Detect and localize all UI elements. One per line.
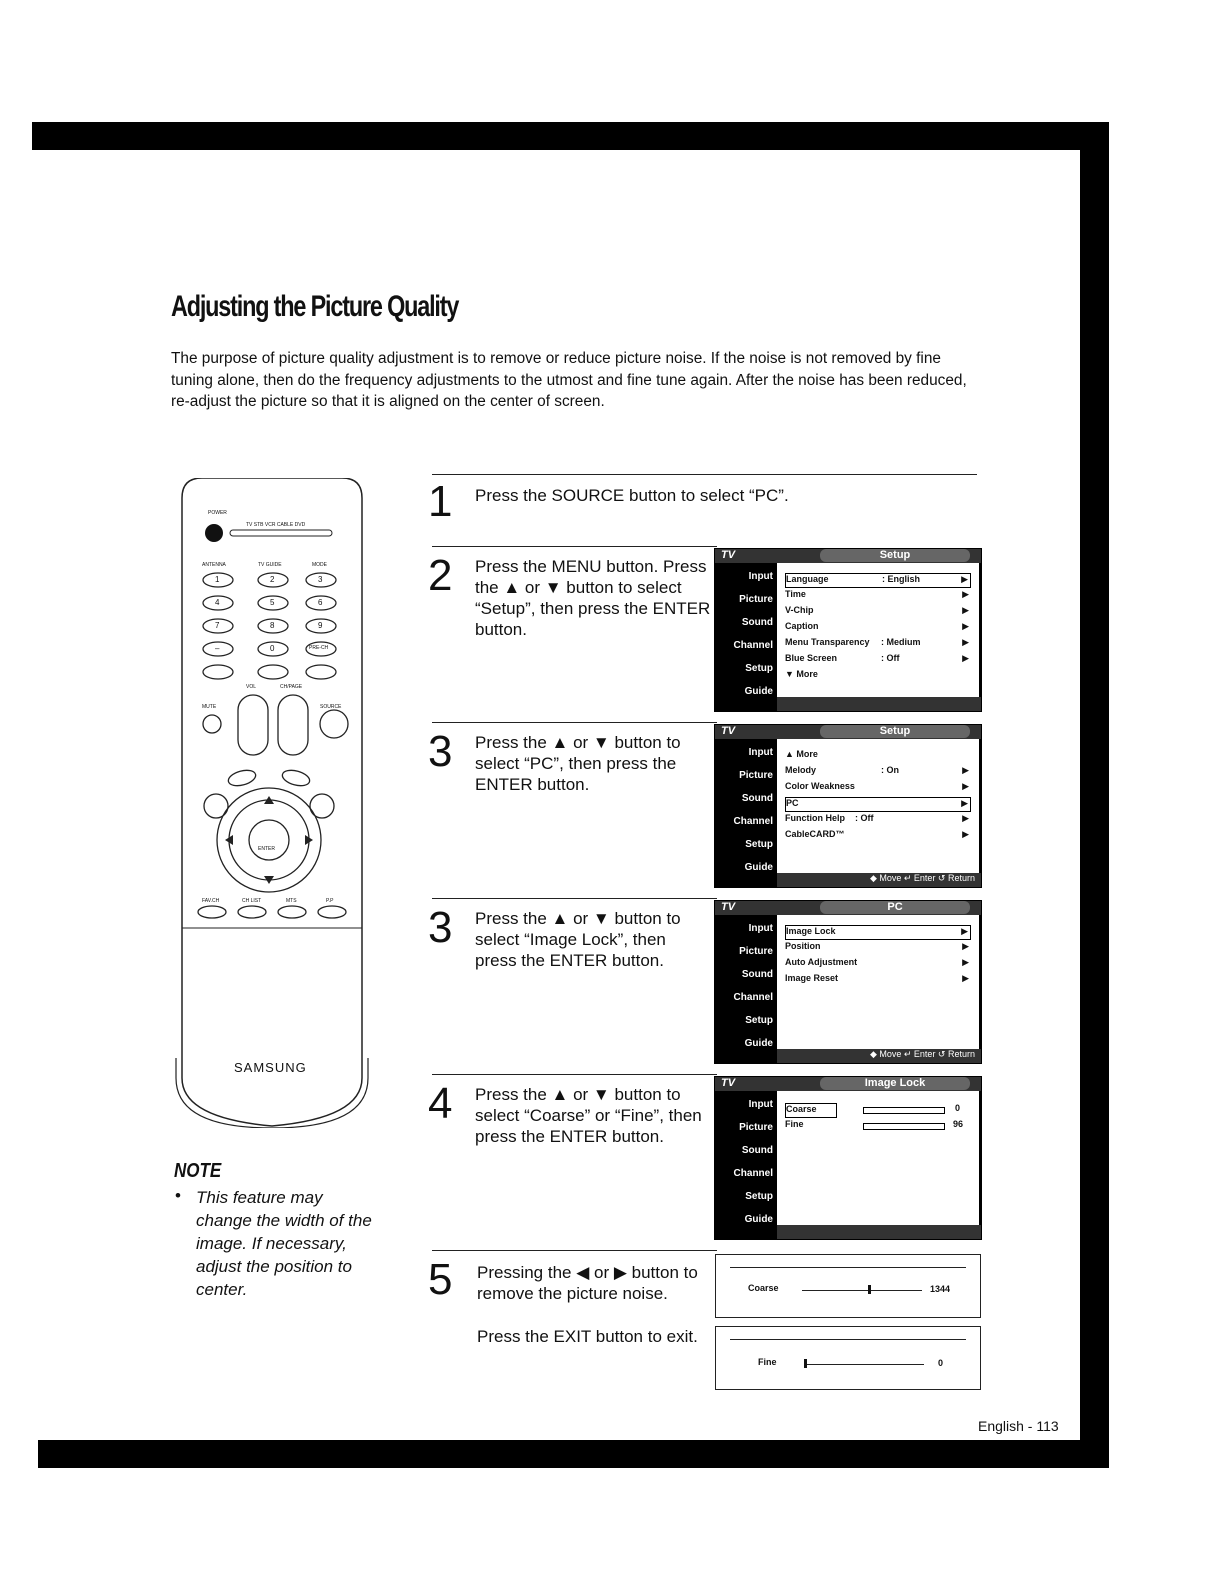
menu-row-coarse: Coarse: [785, 1103, 837, 1118]
remote-key-3: 3: [318, 575, 323, 584]
menu-row-transparency: Menu Transparency : Medium ▶: [785, 637, 969, 647]
page-title: Adjusting the Picture Quality: [171, 290, 459, 323]
menu-row-bluescreen: Blue Screen : Off ▶: [785, 653, 969, 663]
sidebar-item-channel: Channel: [733, 992, 773, 1003]
step-divider: [432, 722, 717, 723]
sidebar-item-picture: Picture: [739, 770, 773, 781]
bottom-border-bar: [38, 1440, 1109, 1468]
sidebar-item-sound: Sound: [741, 617, 773, 628]
remote-antenna-label: ANTENNA: [202, 562, 226, 568]
remote-pp-label: P.P: [326, 898, 334, 904]
tv-menu-screen-setup: [714, 548, 982, 712]
menu-row-cablecard: CableCARD™ ▶: [785, 829, 969, 839]
fine-value: 0: [938, 1358, 944, 1368]
remote-key-0: 0: [270, 644, 275, 653]
remote-key-4: 4: [215, 598, 220, 607]
tv-menu-screen-imagelock: [714, 1076, 982, 1240]
remote-source-label: SOURCE: [320, 704, 342, 710]
fine-mini-slider: [863, 1123, 945, 1130]
remote-control-illustration: [172, 478, 372, 1128]
fine-slider-thumb: [804, 1359, 807, 1368]
menu-title: Setup: [820, 725, 970, 738]
exit-instruction: Press the EXIT button to exit.: [477, 1327, 698, 1346]
step-text: Press the ▲ or ▼ button to select “Image Lock”, then press the ENTER button.: [475, 909, 681, 970]
tv-menu-screen-setup-more: [714, 724, 982, 888]
remote-key-2: 2: [270, 575, 275, 584]
sidebar-item-guide: Guide: [744, 686, 773, 697]
sidebar-item-sound: Sound: [741, 969, 773, 980]
menu-row-more: ▼ More: [785, 669, 818, 679]
remote-key-1: 1: [215, 575, 220, 584]
remote-mts-label: MTS: [286, 898, 297, 904]
remote-vol-label: VOL: [246, 684, 257, 690]
sidebar-item-input: Input: [748, 747, 773, 758]
menu-row-functionhelp: Function Help : Off ▶: [785, 813, 969, 823]
remote-prech-label: PRE-CH: [309, 645, 329, 651]
note-heading: NOTE: [174, 1160, 222, 1182]
step-divider: [432, 1250, 717, 1251]
remote-chlist-label: CH LIST: [242, 898, 262, 904]
page-footer: English - 113: [978, 1418, 1059, 1434]
fine-mini-value: 96: [953, 1119, 964, 1129]
coarse-adjust-box: [715, 1254, 981, 1318]
step-divider: [432, 546, 717, 547]
note-text: This feature may change the width of the image. If necessary, adjust the position to center.: [196, 1188, 372, 1299]
menu-row-more-up: ▲ More: [785, 749, 818, 759]
step-number: 4: [428, 1079, 453, 1128]
coarse-value: 1344: [930, 1284, 951, 1294]
tv-label: TV: [721, 1077, 736, 1089]
sidebar-item-picture: Picture: [739, 946, 773, 957]
menu-row-fine: Fine: [785, 1119, 804, 1129]
sidebar-item-picture: Picture: [739, 594, 773, 605]
remote-key-5: 5: [270, 598, 275, 607]
menu-row-language: Language : English ▶: [785, 573, 971, 588]
fine-slider-track: [804, 1364, 924, 1365]
sidebar-item-input: Input: [748, 1099, 773, 1110]
remote-key-6: 6: [318, 598, 323, 607]
sidebar-item-guide: Guide: [744, 1038, 773, 1049]
menu-row-autoadjustment: Auto Adjustment ▶: [785, 957, 969, 967]
box-top-rule: [730, 1267, 966, 1268]
fine-label: Fine: [758, 1357, 777, 1367]
remote-key-dash: –: [215, 644, 220, 653]
fine-adjust-box: [715, 1326, 981, 1390]
sidebar-item-setup: Setup: [745, 839, 773, 850]
menu-title: Setup: [820, 549, 970, 562]
menu-row-colorweakness: Color Weakness ▶: [785, 781, 969, 791]
step-number: 3: [428, 727, 453, 776]
step-number: 3: [428, 903, 453, 952]
step-text: Pressing the ◀ or ▶ button to remove the picture noise.: [477, 1263, 698, 1303]
sidebar-item-picture: Picture: [739, 1122, 773, 1133]
step-text: Press the ▲ or ▼ button to select “PC”, then press the ENTER button.: [475, 733, 681, 794]
sidebar-item-input: Input: [748, 923, 773, 934]
menu-panel: [777, 1091, 979, 1225]
remote-power-label: POWER: [208, 510, 227, 516]
remote-key-8: 8: [270, 621, 275, 630]
sidebar-item-sound: Sound: [741, 793, 773, 804]
menu-row-imagelock: Image Lock ▶: [785, 925, 971, 940]
menu-title: Image Lock: [820, 1077, 970, 1090]
remote-mode-labels: TV STB VCR CABLE DVD: [246, 522, 306, 528]
sidebar-item-guide: Guide: [744, 862, 773, 873]
coarse-mini-value: 0: [955, 1103, 961, 1113]
sidebar-item-channel: Channel: [733, 816, 773, 827]
menu-footer: [777, 697, 981, 711]
sidebar-item-channel: Channel: [733, 1168, 773, 1179]
remote-key-9: 9: [318, 621, 323, 630]
remote-mute-label: MUTE: [202, 704, 217, 710]
sidebar-item-sound: Sound: [741, 1145, 773, 1156]
menu-row-imagereset: Image Reset ▶: [785, 973, 969, 983]
box-top-rule: [730, 1339, 966, 1340]
remote-chpage-label: CH/PAGE: [280, 684, 303, 690]
tv-label: TV: [721, 549, 736, 561]
menu-panel: [777, 915, 979, 1049]
step-divider: [432, 1074, 717, 1075]
step-number: 5: [428, 1255, 453, 1304]
menu-title: PC: [820, 901, 970, 914]
remote-key-7: 7: [215, 621, 220, 630]
menu-footer: ◆ Move ↵ Enter ↺ Return: [777, 873, 981, 887]
step-divider: [432, 898, 717, 899]
note-bullet: •: [175, 1186, 181, 1205]
menu-footer: ◆ Move ↵ Enter ↺ Return: [777, 1049, 981, 1063]
step-number: 1: [428, 477, 453, 526]
step-text: Press the SOURCE button to select “PC”.: [475, 486, 789, 505]
intro-paragraph: The purpose of picture quality adjustment is to remove or reduce picture noise. If the noise is not removed by fine tuning alone, then do the frequency adjustments to the utmost and fine tune again. After the noise has been reduced, re-adjust the picture so that it is aligned on the center of screen.: [171, 350, 967, 410]
tv-label: TV: [721, 725, 736, 737]
menu-footer: [777, 1225, 981, 1239]
remote-enter-label: ENTER: [258, 846, 275, 852]
sidebar-item-setup: Setup: [745, 1191, 773, 1202]
remote-mode-label: MODE: [312, 562, 327, 568]
step-divider: [432, 474, 977, 475]
remote-tvguide-label: TV GUIDE: [258, 562, 282, 568]
menu-row-pc: PC ▶: [785, 797, 971, 812]
menu-row-position: Position ▶: [785, 941, 969, 951]
menu-panel: [777, 563, 979, 697]
remote-brand-logo: SAMSUNG: [234, 1060, 307, 1075]
menu-row-melody: Melody : On ▶: [785, 765, 969, 775]
sidebar-item-input: Input: [748, 571, 773, 582]
step-text: Press the MENU button. Press the ▲ or ▼ button to select “Setup”, then press the ENTER button.: [475, 557, 711, 639]
sidebar-item-setup: Setup: [745, 1015, 773, 1026]
remote-favch-label: FAV.CH: [202, 898, 220, 904]
sidebar-item-setup: Setup: [745, 663, 773, 674]
menu-row-vchip: V-Chip ▶: [785, 605, 969, 615]
sidebar-item-guide: Guide: [744, 1214, 773, 1225]
menu-panel: [777, 739, 979, 873]
tv-label: TV: [721, 901, 736, 913]
menu-row-caption: Caption ▶: [785, 621, 969, 631]
tv-menu-screen-pc: [714, 900, 982, 1064]
coarse-slider-track: [802, 1290, 922, 1291]
step-number: 2: [428, 551, 453, 600]
step-text: Press the ▲ or ▼ button to select “Coarse” or “Fine”, then press the ENTER button.: [475, 1085, 702, 1146]
coarse-mini-slider: [863, 1107, 945, 1114]
coarse-label: Coarse: [748, 1283, 779, 1293]
right-border-bar: [1080, 122, 1109, 1440]
sidebar-item-channel: Channel: [733, 640, 773, 651]
menu-row-time: Time ▶: [785, 589, 969, 599]
top-border-bar: [32, 122, 1109, 150]
coarse-slider-thumb: [868, 1285, 871, 1294]
